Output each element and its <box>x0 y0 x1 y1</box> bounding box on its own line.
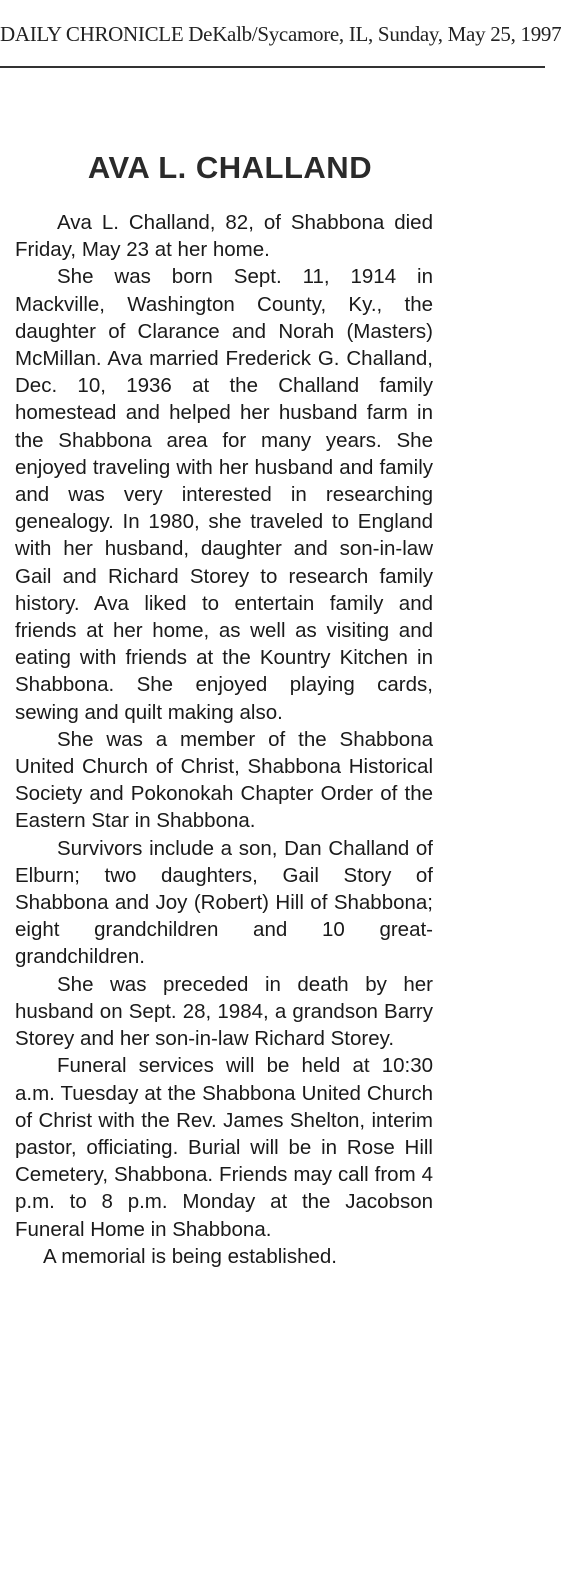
obituary-body <box>15 209 433 1270</box>
obituary-headline: AVA L. CHALLAND <box>87 150 373 185</box>
paragraph-survivors: Survivors include a son, Dan Challand of Elburn; two daughters, Gail Story of Shabbona and Joy (Robert) Hill of Shabbona; eight grandchildren and 10 great-grandchildren. <box>15 836 433 969</box>
paragraph-preceded-in-death: She was preceded in death by her husband on Sept. 28, 1984, a grandson Barry Storey and her son-in-law Richard Storey. <box>15 972 433 1051</box>
masthead-rule <box>0 66 545 68</box>
paragraph-funeral-services: Funeral services will be held at 10:30 a.m. Tuesday at the Shabbona United Church of Christ with the Rev. James Shelton, interim pastor, officiating. Burial will be in Rose Hill Cemetery, Shabbona. Friends may call from 4 p.m. to 8 p.m. Monday at the Jacobson Funeral Home in Shabbona. <box>15 1054 433 1241</box>
paragraph-biography: She was born Sept. 11, 1914 in Mackville, Washington County, Ky., the daughter of Clarance and Norah (Masters) McMillan. Ava married Frederick G. Challand, Dec. 10, 1936 at the Challand family homestead and helped her husband farm in the Shabbona area for many years. She enjoyed traveling with her husband and family and was very interested in researching genealogy. In 1980, she traveled to England with her husband, daughter and son-in-law Gail and Richard Storey to research family history. Ava liked to entertain family and friends at her home, as well as visiting and eating with friends at the Kountry Kitchen in Shabbona. She enjoyed playing cards, sewing and quilt making also. <box>15 265 433 724</box>
paragraph-death-notice: Ava L. Challand, 82, of Shabbona died Friday, May 23 at her home. <box>15 211 433 262</box>
paragraph-memberships: She was a member of the Shabbona United Church of Christ, Shabbona Historical Society and Pokonokah Chapter Order of the Eastern Star in Shabbona. <box>15 727 433 833</box>
paragraph-memorial: A memorial is being established. <box>43 1244 337 1268</box>
newspaper-masthead: DAILY CHRONICLE DeKalb/Sycamore, IL, Sunday, May 25, 1997 <box>0 22 562 46</box>
